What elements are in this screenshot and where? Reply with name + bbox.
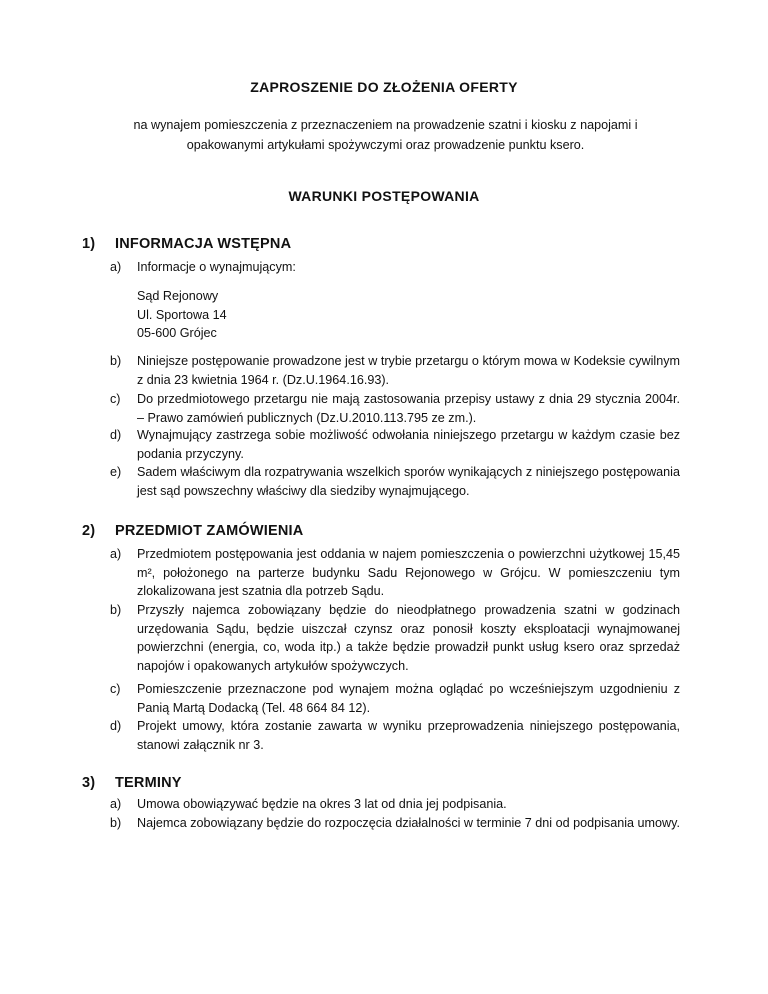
list-item [110,717,680,754]
document-subtitle: na wynajem pomieszczenia z przeznaczeniem na prowadzenie szatni i kiosku z napojami i opakowanymi artykułami spożywczymi oraz prowadzenie punktu ksero. [133,118,638,152]
item-letter: d) [110,719,122,733]
item-letter: b) [110,816,122,830]
address-line: Ul. Sportowa 14 [137,307,227,322]
list-item [110,545,680,601]
section-title: PRZEDMIOT ZAMÓWIENIA [115,523,304,539]
item-letter: e) [110,465,122,479]
item-letter: c) [110,392,121,406]
list-item [110,463,680,500]
address-line: Sąd Rejonowy [137,289,219,303]
document-title: ZAPROSZENIE DO ZŁOŻENIA OFERTY [250,79,518,95]
lessor-address [137,287,227,343]
list-item [110,680,680,717]
item-letter: c) [110,682,121,696]
item-text: Przedmiotem postępowania jest oddania w najem pomieszczenia o powierzchni użytkowej 15,45 m², położonego na parterze budynku Sadu Rejonowego w Grójcu. W pomieszczeniu tym zlokalizowana jest szatnia dla potrzeb Sądu. [137,547,680,598]
item-text: Umowa obowiązywać będzie na okres 3 lat od dnia jej podpisania. [137,797,507,811]
section-title: INFORMACJA WSTĘPNA [115,236,292,252]
item-letter: a) [110,260,122,274]
item-text: Najemca zobowiązany będzie do rozpoczęcia działalności w terminie 7 dni od podpisania umowy. [137,816,680,830]
list-item [110,601,680,675]
section-number: 1) [82,236,96,252]
item-letter: b) [110,603,122,617]
item-text: Przyszły najemca zobowiązany będzie do nieodpłatnego prowadzenia szatni w godzinach urzędowania Sądu, będzie uiszczał czynsz oraz ponosił koszty eksploatacji wynajmowanej powierzchni (energia, co, woda itp.) a także będzie prowadził punkt usług ksero oraz sprzedaż napojów i opakowanych artykułów spożywczych. [137,603,680,673]
item-text: Sadem właściwym dla rozpatrywania wszelkich sporów wynikających z niniejszego postępowania jest sąd powszechny właściwy dla siedziby wynajmującego. [137,465,680,498]
item-letter: a) [110,547,122,561]
list-item [110,390,680,427]
section-2-heading [82,523,303,539]
item-text: Pomieszczenie przeznaczone pod wynajem można oglądać po wcześniejszym uzgodnieniu z Panią Martą Dodacką (Tel. 48 664 84 12). [137,682,680,715]
item-text: Do przedmiotowego przetargu nie mają zastosowania przepisy ustawy z dnia 29 stycznia 2004r. – Prawo zamówień publicznych (Dz.U.2010.113.795 ze zm.). [137,392,680,425]
section-title: TERMINY [115,775,182,791]
item-text: Wynajmujący zastrzega sobie możliwość odwołania niniejszego przetargu w każdym czasie bez podania przyczyny. [137,428,680,461]
list-item [110,352,680,389]
list-item [110,814,680,833]
item-letter: b) [110,354,122,368]
section-1-heading [82,236,291,252]
address-line: 05-600 Grójec [137,326,217,340]
list-item [110,258,680,277]
section-number: 3) [82,775,96,791]
section-3-heading [82,775,182,791]
conditions-title: WARUNKI POSTĘPOWANIA [288,188,480,204]
item-text: Informacje o wynajmującym: [137,260,296,274]
section-number: 2) [82,523,96,539]
list-item [110,795,680,814]
item-text: Projekt umowy, która zostanie zawarta w wyniku przeprowadzenia niniejszego postępowania, stanowi załącznik nr 3. [137,719,680,752]
item-letter: a) [110,797,122,811]
list-item [110,426,680,463]
item-text: Niniejsze postępowanie prowadzone jest w trybie przetargu o którym mowa w Kodeksie cywilnym z dnia 23 kwietnia 1964 r. (Dz.U.1964.16.93). [137,354,680,387]
item-letter: d) [110,428,122,442]
